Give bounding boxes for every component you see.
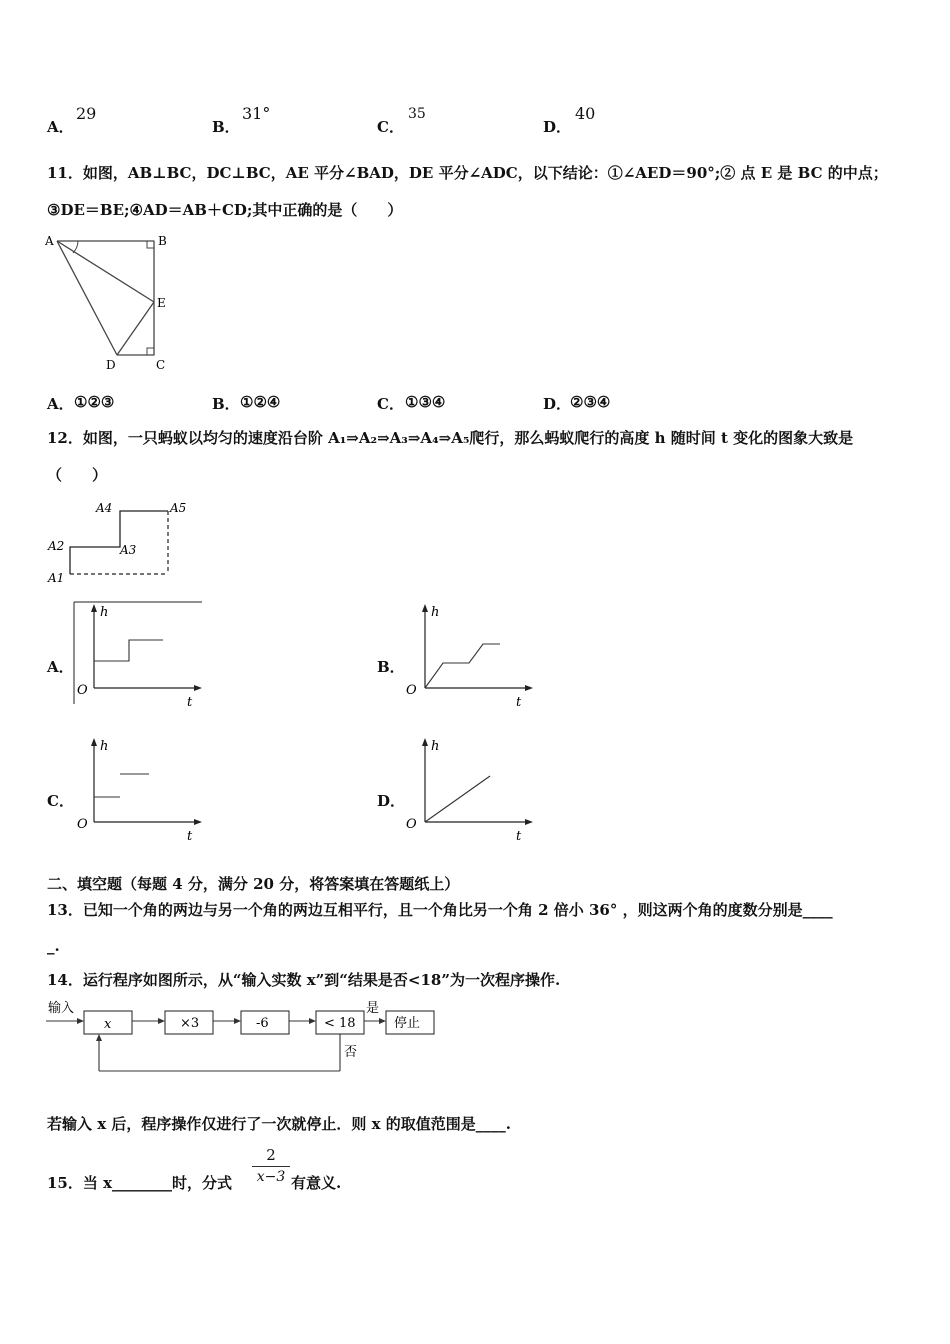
q12-option-d-label: D．: [377, 792, 406, 810]
q12-question-line2: （ ）: [47, 466, 108, 484]
q10-option-c-label: C．: [377, 118, 404, 136]
q10-option-a-label: A．: [47, 118, 74, 136]
q12-question-line1: 12．如图，一只蚂蚁以均匀的速度沿台阶 A₁⇒A₂⇒A₃⇒A₄⇒A₅爬行，那么蚂蚁爬行的高度 h 随时间 t 变化的图象大致是: [47, 429, 854, 447]
q11-fig-label-a: A: [45, 234, 54, 248]
q13-question-line1: 13．已知一个角的两边与另一个角的两边互相平行，且一个角比另一个角 2 倍小 36° ，则这两个角的度数分别是____: [47, 901, 833, 919]
graph-b-h-label: h: [431, 605, 440, 620]
section2-title: 二、填空题（每题 4 分，满分 20 分，将答案填在答题纸上）: [47, 875, 460, 893]
q12-option-c-label: C．: [47, 792, 74, 810]
graph-c-t-label: t: [187, 829, 193, 844]
stair-label-a1: A1: [48, 571, 65, 585]
q11-option-a-value: ①②③: [74, 393, 115, 411]
q15-fraction: [252, 1144, 290, 1187]
q11-fig-label-c: C: [156, 358, 166, 372]
q14-question-line1: 14．运行程序如图所示，从“输入实数 x”到“结果是否<18”为一次程序操作.: [47, 971, 561, 989]
q10-option-b-value: 31°: [242, 104, 271, 123]
q12-option-a-label: A．: [47, 658, 74, 676]
q10-option-c-value: 35: [408, 106, 426, 122]
q12-graph-d: [403, 734, 538, 842]
q11-option-c-value: ①③④: [405, 393, 446, 411]
q11-fig-label-b: B: [158, 234, 167, 248]
q11-option-d-value: ②③④: [570, 393, 611, 411]
graph-b-t-label: t: [516, 695, 522, 710]
flow-yes-label: 是: [366, 1001, 380, 1016]
q15-question-suffix: 有意义.: [291, 1174, 342, 1192]
flow-input-label: 输入: [48, 1001, 75, 1016]
q15-question-prefix: 15．当 x________时，分式: [47, 1174, 233, 1192]
q11-option-a-label: A．: [47, 395, 74, 413]
q12-graph-b: [403, 600, 538, 708]
flow-box-times3: ×3: [180, 1016, 200, 1031]
flow-box-lt18: < 18: [324, 1016, 356, 1031]
flow-stop-box: 停止: [394, 1016, 421, 1031]
graph-a-t-label: t: [187, 695, 193, 710]
q11-option-c-label: C．: [377, 395, 404, 413]
flow-box-minus6: -6: [256, 1016, 269, 1031]
q11-fig-label-d: D: [106, 358, 116, 372]
graph-a-h-label: h: [100, 605, 109, 620]
stair-label-a5: A5: [170, 501, 187, 515]
q15-denominator: x−3: [252, 1166, 290, 1187]
q13-question-line2: _.: [47, 937, 60, 955]
q12-graph-c: [72, 734, 207, 842]
stair-label-a2: A2: [48, 539, 65, 553]
graph-a-o-label: O: [77, 683, 88, 698]
stair-label-a3: A3: [120, 543, 137, 557]
q11-question-line2: ③DE＝BE;④AD＝AB＋CD;其中正确的是（ ）: [47, 201, 403, 219]
q10-option-a-value: 29: [76, 104, 97, 123]
q14-question-line2: 若输入 x 后，程序操作仅进行了一次就停止．则 x 的取值范围是____.: [47, 1115, 511, 1133]
graph-d-t-label: t: [516, 829, 522, 844]
graph-c-o-label: O: [77, 817, 88, 832]
q11-fig-label-e: E: [157, 296, 166, 310]
q11-option-b-label: B．: [212, 395, 240, 413]
q11-question-line1: 11．如图，AB⊥BC，DC⊥BC，AE 平分∠BAD，DE 平分∠ADC，以下结论：①∠AED＝90°;② 点 E 是 BC 的中点；: [47, 164, 888, 182]
q14-flowchart: [44, 995, 444, 1080]
q10-option-d-label: D．: [543, 118, 572, 136]
q15-numerator: 2: [266, 1146, 276, 1164]
flow-no-label: 否: [344, 1045, 358, 1060]
graph-d-o-label: O: [406, 817, 417, 832]
q10-option-b-label: B．: [212, 118, 240, 136]
graph-c-h-label: h: [100, 739, 109, 754]
q11-figure: [40, 230, 180, 375]
q12-graph-a: [72, 600, 207, 708]
stair-label-a4: A4: [96, 501, 113, 515]
graph-b-o-label: O: [406, 683, 417, 698]
graph-d-h-label: h: [431, 739, 440, 754]
q10-option-d-value: 40: [575, 104, 596, 123]
q11-option-b-value: ①②④: [240, 393, 281, 411]
flow-box-x: x: [104, 1017, 112, 1032]
q11-option-d-label: D．: [543, 395, 572, 413]
q12-stair-figure: [44, 496, 204, 588]
q12-option-b-label: B．: [377, 658, 405, 676]
